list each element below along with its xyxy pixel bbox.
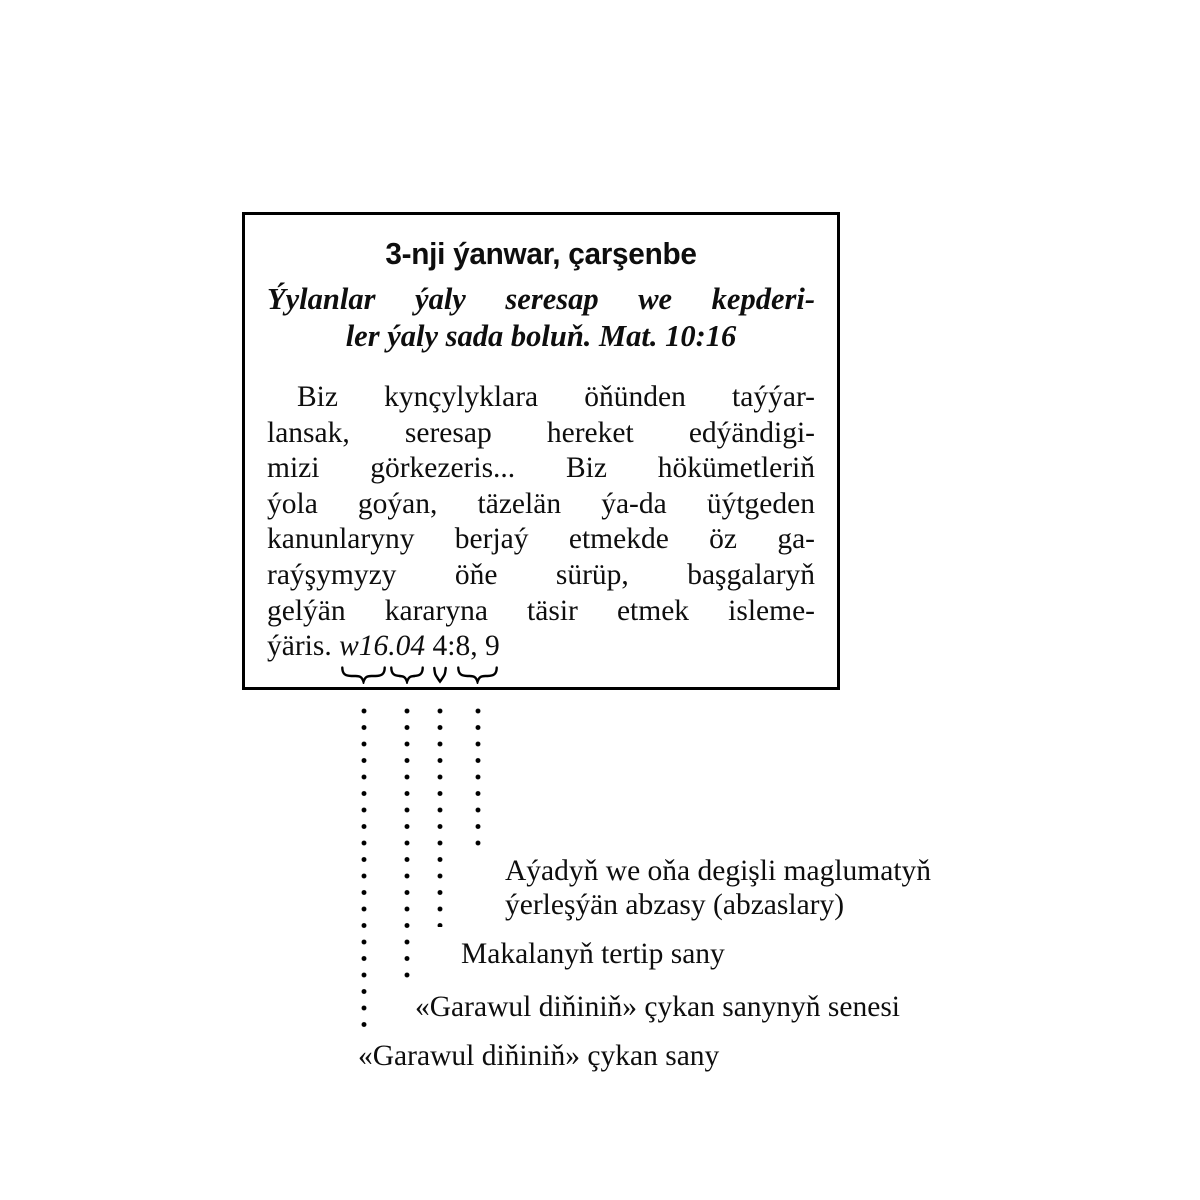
callout-label (505, 855, 931, 922)
citation-segment: 8, 9 (455, 630, 500, 663)
body-line: gelýän kararyna täsir etmek isleme- (267, 594, 815, 627)
callout-label (461, 938, 725, 972)
citation-text: : (447, 630, 456, 663)
citation-line (267, 629, 815, 665)
dotted-leader-line (475, 708, 481, 848)
date-heading: 3-nji ýanwar, çarşenbe (385, 236, 697, 271)
scripture-text (267, 281, 815, 355)
callout-label-line: ýerleşýän abzasy (abzaslary) (505, 888, 845, 921)
daily-text-card (242, 212, 840, 690)
callout-label-line: «Garawul diňiniň» çykan sany (358, 1040, 720, 1072)
dotted-leader-line (404, 708, 410, 980)
callout-label-line: «Garawul diňiniň» çykan sanynyň senesi (415, 991, 901, 1023)
citation-segment: .04 (388, 630, 426, 663)
scripture-line-2: ler ýaly sada boluň. Mat. 10:16 (345, 319, 737, 353)
dotted-leader-line (437, 708, 443, 927)
body-line: kanunlaryny berjaý etmekde öz ga- (267, 523, 815, 556)
card-content (245, 236, 837, 665)
citation-text (425, 630, 432, 662)
callout-label (415, 991, 900, 1025)
citation-text: ýäris. (267, 630, 340, 663)
scripture-line-1: Ýylanlar ýaly seresap we kepderi- (267, 282, 815, 316)
body-paragraph (267, 380, 815, 665)
body-line: Biz kynçylyklara öňünden taýýar- (297, 381, 815, 413)
callout-label-line: Makalanyň tertip sany (461, 938, 725, 970)
citation-segment: w16 (339, 630, 389, 663)
callout-label-line: Aýadyň we oňa degişli maglumatyň (505, 855, 932, 887)
citation-segment: 4 (432, 630, 448, 663)
callout-label (358, 1040, 719, 1074)
dotted-leader-line (361, 708, 367, 1034)
body-line: raýşymyzy öňe sürüp, başgalaryň (267, 558, 815, 591)
body-line: ýola goýan, täzelän ýa-da üýtgeden (267, 487, 815, 520)
body-line: mizi görkezeris... Biz hökümetleriň (267, 452, 815, 485)
body-line: lansak, seresap hereket edýändigi- (267, 416, 815, 449)
